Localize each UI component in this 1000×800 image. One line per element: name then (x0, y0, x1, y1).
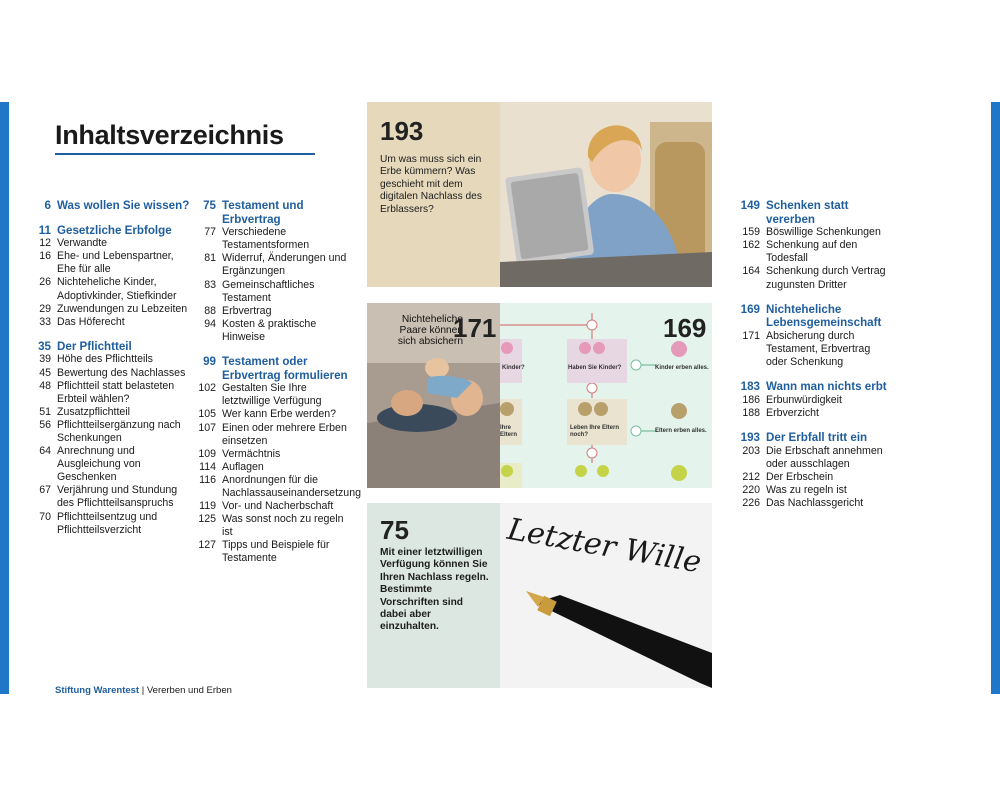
teaser-panel-unmarried-couples[interactable] (367, 303, 712, 488)
toc-section-title: Der Pflichtteil (57, 339, 132, 353)
toc-section-page: 6 (44, 199, 51, 212)
toc-entry[interactable] (175, 305, 355, 318)
toc-entry-title: Anordnungen für die Nachlassauseinandersetzung (222, 473, 361, 499)
toc-entry-title: Einen oder mehrere Erben einsetzen (222, 421, 347, 447)
toc-entry-page: 88 (204, 304, 216, 317)
toc-entry-page: 94 (204, 317, 216, 330)
toc-entry[interactable] (175, 461, 355, 474)
toc-entry-page: 127 (198, 539, 216, 552)
toc-entry[interactable] (25, 250, 190, 276)
toc-entry-title: Nichteheliche Kinder, Adoptivkinder, Stiefkinder (57, 276, 177, 302)
toc-entry-page: 159 (742, 226, 760, 239)
toc-entry-title: Schenkung durch Vertrag zugunsten Dritter (766, 265, 886, 291)
toc-entry-page: 64 (39, 445, 51, 458)
toc-entry[interactable] (175, 382, 355, 408)
toc-entry[interactable] (25, 353, 190, 366)
toc-entry[interactable] (175, 448, 355, 461)
handwriting-text: Letzter Wille (504, 511, 704, 581)
toc-entry-page: 16 (39, 250, 51, 263)
chart-label-children-short: Kinder? (502, 365, 525, 371)
toc-entry-title: Das Höferecht (57, 315, 125, 328)
toc-section-page: 193 (740, 430, 760, 444)
teaser-text: Um was muss sich ein Erbe kümmern? Was geschieht mit dem digitalen Nachlass des Erblassers? (380, 154, 482, 215)
toc-section (25, 199, 190, 213)
footer-brand: Stiftung Warentest (55, 685, 140, 696)
toc-entry[interactable] (25, 419, 190, 445)
toc-entry[interactable] (716, 394, 891, 407)
toc-entry-page: 77 (204, 226, 216, 239)
toc-section (716, 431, 891, 510)
toc-entry[interactable] (25, 445, 190, 484)
toc-entry[interactable] (175, 279, 355, 305)
toc-entry-page: 45 (39, 366, 51, 379)
teaser-text: Nichteheliche Paare können sich absichern (397, 314, 463, 347)
toc-entry-title: Die Erbschaft annehmen oder ausschlagen (766, 444, 883, 470)
toc-entry-title: Ehe- und Lebenspartner, Ehe für alle (57, 250, 174, 276)
chart-label-question-children: Haben Sie Kinder? (568, 365, 622, 371)
toc-entry-page: 83 (204, 278, 216, 291)
toc-entry-page: 212 (742, 470, 760, 483)
toc-entry[interactable] (175, 226, 355, 252)
teaser-panel-last-will[interactable] (367, 503, 712, 688)
toc-entry-title: Was zu regeln ist (766, 483, 847, 496)
toc-entry[interactable] (716, 407, 891, 420)
toc-entry-page: 12 (39, 237, 51, 250)
toc-entry-page: 186 (742, 393, 760, 406)
teaser-text-box (367, 503, 500, 688)
toc-section (716, 303, 891, 369)
toc-entry-title: Der Erbschein (766, 470, 834, 483)
toc-entry[interactable] (25, 316, 190, 329)
page-title: Inhaltsverzeichnis (55, 120, 284, 150)
toc-entry-title: Das Nachlassgericht (766, 496, 864, 509)
toc-section-heading[interactable] (25, 340, 190, 354)
toc-column-3 (716, 199, 891, 521)
toc-section-title: Testament oder Erbvertrag formulieren (222, 355, 348, 382)
toc-entry[interactable] (25, 276, 190, 302)
footer-subtitle: Vererben und Erben (146, 685, 232, 696)
toc-section (716, 380, 891, 420)
toc-section-page: 183 (740, 380, 760, 394)
toc-section-heading[interactable] (716, 303, 891, 330)
toc-section-heading[interactable] (25, 199, 190, 213)
page-number-right: 169 (663, 313, 707, 343)
toc-entry-title: Verwandte (57, 237, 108, 250)
toc-entry-title: Anrechnung und Ausgleichung von Geschenken (57, 445, 141, 484)
toc-entry-page: 171 (742, 329, 760, 342)
toc-section-heading[interactable] (716, 380, 891, 394)
toc-entry-page: 39 (39, 353, 51, 366)
toc-entry-title: Pflichtteilsentzug und Pflichtteilsverzicht (57, 510, 158, 536)
toc-column-2 (175, 199, 361, 577)
toc-entry-page: 51 (39, 405, 51, 418)
toc-entry-page: 33 (39, 315, 51, 328)
toc-entry-page: 226 (742, 496, 760, 509)
teaser-panel-digital-estate[interactable] (367, 102, 712, 287)
toc-section-heading[interactable] (716, 431, 891, 445)
toc-entry[interactable] (175, 513, 355, 539)
left-edge-bar (0, 102, 9, 694)
toc-entry[interactable] (175, 539, 355, 565)
toc-entry-title: Kosten & praktische Hinweise (222, 317, 317, 343)
toc-entry-page: 48 (39, 379, 51, 392)
toc-entry[interactable] (716, 497, 891, 510)
toc-entry-title: Pflichtteil statt belasteten Erbteil wählen? (57, 379, 175, 405)
toc-entry-title: Erbunwürdigkeit (766, 393, 842, 406)
teaser-text: Mit einer letztwilligen Verfügung können Sie Ihren Nachlass regeln. Bestimmte Vorschriften sind dabei aber einzuhalten. (380, 547, 489, 633)
toc-entry-page: 116 (199, 473, 216, 486)
toc-entry-page: 56 (39, 418, 51, 431)
toc-section-page: 169 (740, 302, 760, 316)
teaser-text-box (367, 102, 500, 287)
toc-entry[interactable] (716, 471, 891, 484)
toc-entry-page: 203 (742, 444, 760, 457)
toc-entry[interactable] (175, 318, 355, 344)
toc-section-heading[interactable] (175, 355, 355, 382)
toc-entry[interactable] (175, 473, 361, 500)
toc-entry-title: Widerruf, Änderungen und Ergänzungen (222, 252, 347, 278)
toc-entry[interactable] (175, 500, 355, 513)
toc-section-title: Testament und Erbvertrag (222, 199, 304, 226)
toc-entry-page: 107 (198, 421, 216, 434)
chart-label-parents-short: Ihre Eltern (500, 425, 518, 438)
toc-entry-title: Auflagen (222, 460, 264, 473)
toc-entry-page: 81 (204, 252, 216, 265)
toc-section-title: Was wollen Sie wissen? (57, 199, 190, 212)
page-number: 75 (380, 515, 409, 545)
toc-entry[interactable] (716, 330, 891, 369)
toc-entry-title: Gemeinschaftliches Testament (222, 278, 315, 304)
toc-entry-page: 220 (742, 483, 760, 496)
page-number: 193 (380, 116, 424, 146)
toc-entry-page: 109 (198, 447, 216, 460)
footer-separator: | (141, 685, 145, 696)
toc-entry-page: 114 (199, 460, 216, 473)
toc-entry-title: Schenkung auf den Todesfall (766, 239, 858, 265)
toc-entry[interactable] (716, 445, 891, 471)
toc-entry-title: Höhe des Pflichtteils (57, 353, 153, 366)
toc-entry-page: 102 (198, 382, 216, 395)
toc-entry-page: 162 (742, 239, 760, 252)
chart-label-parents-inherit: Eltern erben alles. (655, 428, 707, 434)
toc-entry-title: Bewertung des Nachlasses (57, 366, 186, 379)
toc-entry[interactable] (716, 226, 891, 239)
toc-section (175, 199, 355, 344)
toc-entry-title: Verschiedene Testamentsformen (222, 226, 310, 252)
toc-section-page: 11 (38, 223, 51, 237)
toc-section (175, 355, 361, 566)
toc-section-heading[interactable] (25, 224, 190, 238)
toc-entry-title: Verjährung und Stundung des Pflichtteilsanspruchs (57, 484, 178, 510)
toc-entry-page: 105 (198, 408, 216, 421)
toc-entry[interactable] (25, 380, 190, 406)
toc-entry-title: Erbverzicht (766, 406, 819, 419)
toc-entry-title: Wer kann Erbe werden? (222, 408, 337, 421)
toc-entry[interactable] (716, 239, 891, 265)
toc-section (716, 199, 891, 292)
toc-entry-title: Zuwendungen zu Lebzeiten (57, 302, 188, 315)
toc-section-title: Nichteheliche Lebensgemeinschaft (766, 302, 882, 330)
toc-section-page: 35 (38, 339, 51, 353)
toc-entry-page: 188 (742, 406, 760, 419)
title-underline (55, 153, 315, 155)
toc-entry-title: Böswillige Schenkungen (766, 226, 881, 239)
toc-entry-page: 67 (39, 484, 51, 497)
toc-section-heading[interactable] (716, 199, 891, 226)
toc-entry[interactable] (25, 303, 190, 316)
toc-section-title: Schenken statt vererben (766, 199, 849, 226)
toc-entry[interactable] (175, 422, 355, 448)
photo-fountain-pen-on-paper (500, 503, 712, 688)
toc-entry[interactable] (25, 484, 190, 510)
toc-entry-page: 164 (742, 265, 760, 278)
chart-label-question-parents: Leben Ihre Eltern noch? (570, 425, 620, 438)
toc-column-1 (25, 199, 190, 548)
right-edge-bar (991, 102, 1000, 694)
toc-entry[interactable] (25, 406, 190, 419)
toc-section-title: Gesetzliche Erbfolge (57, 223, 172, 237)
toc-section-title: Wann man nichts erbt (766, 380, 887, 394)
toc-entry[interactable] (716, 484, 891, 497)
toc-entry-title: Was sonst noch zu regeln ist (222, 513, 344, 539)
toc-entry-page: 125 (198, 513, 216, 526)
toc-entry-page: 119 (199, 500, 216, 513)
toc-section (25, 224, 190, 329)
toc-section-page: 75 (203, 199, 216, 212)
toc-entry[interactable] (25, 511, 190, 537)
toc-entry-title: Tipps und Beispiele für Testamente (222, 539, 330, 565)
chart-label-children-inherit: Kinder erben alles. (655, 365, 709, 371)
footer (55, 685, 232, 696)
toc-section-title: Der Erbfall tritt ein (766, 430, 868, 444)
toc-entry[interactable] (25, 367, 190, 380)
toc-section-page: 99 (203, 355, 216, 369)
toc-entry[interactable] (25, 237, 190, 250)
photo-woman-with-laptop (500, 102, 712, 287)
toc-entry-title: Absicherung durch Testament, Erbvertrag oder Schenkung (766, 329, 871, 369)
toc-entry-title: Pflichtteilsergänzung nach Schenkungen (57, 418, 181, 444)
toc-entry[interactable] (716, 265, 891, 291)
toc-entry-title: Vermächtnis (222, 447, 281, 460)
toc-entry-title: Zusatzpflichtteil (57, 405, 131, 418)
toc-section (25, 340, 190, 537)
toc-entry-title: Gestalten Sie Ihre letztwillige Verfügung (222, 382, 322, 408)
toc-entry-page: 26 (39, 276, 51, 289)
page-number-left: 171 (453, 313, 497, 343)
toc-entry-page: 29 (39, 302, 51, 315)
toc-entry-title: Vor- und Nacherbschaft (222, 500, 334, 513)
toc-entry[interactable] (175, 408, 355, 421)
toc-entry-page: 70 (39, 510, 51, 523)
toc-section-heading[interactable] (175, 199, 355, 226)
toc-section-page: 149 (740, 199, 760, 212)
toc-entry[interactable] (175, 252, 355, 278)
toc-entry-title: Erbvertrag (222, 304, 272, 317)
